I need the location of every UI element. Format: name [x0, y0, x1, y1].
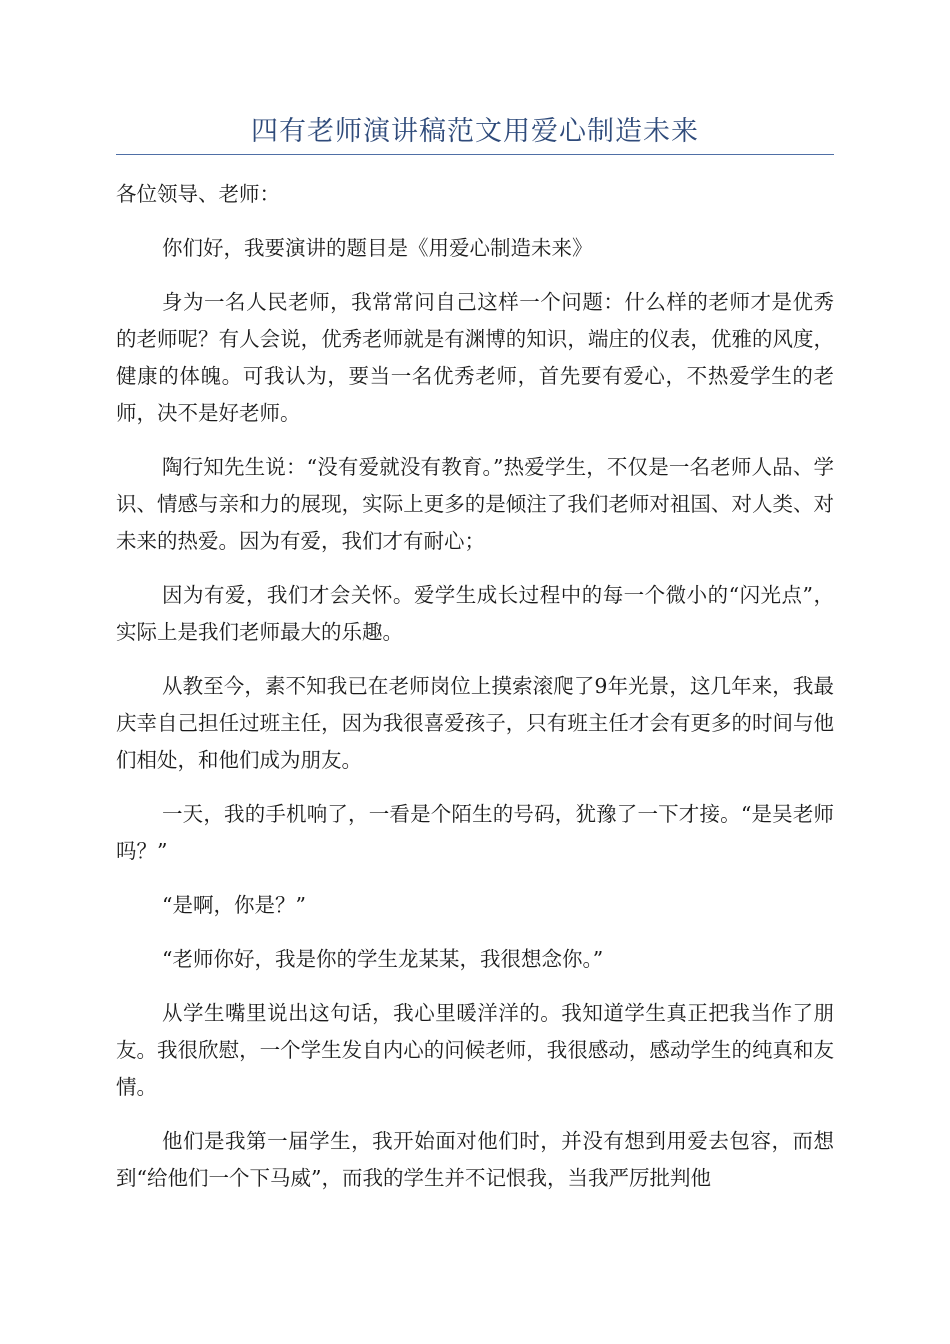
title-underline: [116, 154, 834, 155]
body-paragraph: 身为一名人民老师，我常常问自己这样一个问题：什么样的老师才是优秀的老师呢？有人会说，优秀老师就是有渊博的知识，端庄的仪表，优雅的风度，健康的体魄。可我认为，要当一名优秀老师，首先要有爱心，不热爱学生的老师，决不是好老师。: [116, 290, 834, 425]
document-title: 四有老师演讲稿范文用爱心制造未来: [251, 116, 699, 147]
salutation-paragraph: 各位领导、老师：: [116, 182, 280, 206]
body-paragraph: 从教至今，素不知我已在老师岗位上摸索滚爬了9年光景，这几年来，我最庆幸自己担任过班主任，因为我很喜爱孩子，只有班主任才会有更多的时间与他们相处，和他们成为朋友。: [116, 674, 834, 772]
dialogue-paragraph: “老师你好，我是你的学生龙某某，我很想念你。”: [162, 947, 604, 971]
body-paragraph: 陶行知先生说：“没有爱就没有教育。”热爱学生，不仅是一名老师人品、学识、情感与亲和力的展现，实际上更多的是倾注了我们老师对祖国、对人类、对未来的热爱。因为有爱，我们才有耐心；: [116, 455, 834, 553]
body-paragraph: 他们是我第一届学生，我开始面对他们时，并没有想到用爱去包容，而想到“给他们一个下马威”，而我的学生并不记恨我，当我严厉批判他: [116, 1129, 834, 1190]
body-paragraph: 从学生嘴里说出这句话，我心里暖洋洋的。我知道学生真正把我当作了朋友。我很欣慰，一个学生发自内心的问候老师，我很感动，感动学生的纯真和友情。: [116, 1001, 834, 1099]
body-paragraph: 因为有爱，我们才会关怀。爱学生成长过程中的每一个微小的“闪光点”，实际上是我们老师最大的乐趣。: [116, 583, 834, 644]
document-body: [116, 176, 834, 1197]
greeting-paragraph: 你们好，我要演讲的题目是《用爱心制造未来》: [162, 236, 593, 260]
body-paragraph: 一天，我的手机响了，一看是个陌生的号码，犹豫了一下才接。“是吴老师吗？”: [116, 802, 834, 863]
dialogue-paragraph: “是啊，你是？”: [162, 893, 306, 917]
